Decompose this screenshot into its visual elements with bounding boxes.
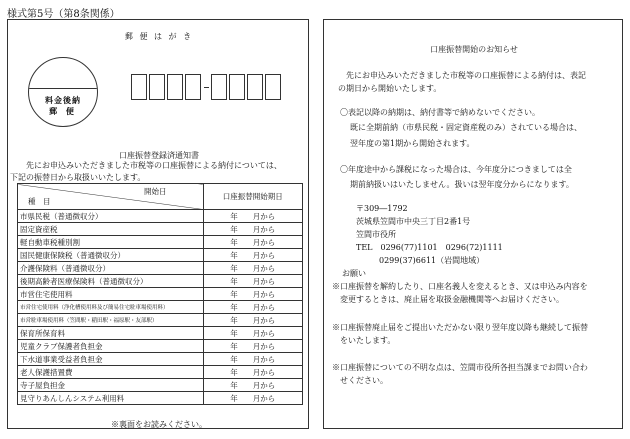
contact-phone: TEL 0296(77)1101 0296(72)1111 [356,243,503,252]
request-note: をいたします。 [340,336,396,345]
table-row [18,327,303,340]
tax-item-label: 市営住宅使用料（浄化槽使用料及び簡易住宅駐車場使用料） [18,301,204,314]
contact-office: 笠間市役所 [356,230,396,239]
postage-mark-divider [29,88,97,89]
tax-item-label: 市県民税（普通徴収分） [18,210,204,223]
start-date-cell: 年 月から [203,353,302,366]
tax-item-label: 下水道事業受益者負担金 [18,353,204,366]
request-note: ※口座振替を解約したり、口座名義人を変えるとき、又は申込み内容を [332,282,588,291]
start-date-cell: 年 月から [203,392,302,405]
tax-item-label: 後期高齢者医療保険料（普通徴収分） [18,275,204,288]
contact-zip: 〒309―1792 [356,204,408,213]
start-date-cell: 年 月から [203,327,302,340]
table-footnote: ※裏面をお読みください。 [111,420,207,429]
notice-heading: 口座振替開始のお知らせ [430,45,518,54]
postage-mark-subtext: 郵 便 [49,106,77,116]
notice-item: 〇年度途中から課税になった場合は、今年度分につきましては全 [340,165,572,174]
notice-body: 先にお申込みいただきました市税等の口座振替による納付については、 [26,161,282,170]
table-row [18,249,303,262]
start-date-cell: 年 月から [203,288,302,301]
table-row [18,288,303,301]
postal-code-box [211,74,227,100]
notice-item: 〇表記以降の納期は、納付書等で納めないでください。 [340,108,540,117]
tax-item-label: 見守りあんしんシステム利用料 [18,392,204,405]
start-date-cell: 年 月から [203,262,302,275]
postal-code-box [149,74,165,100]
request-note: ※口座振替廃止届をご提出いただかない限り翌年度以降も継続して振替 [332,323,588,332]
table-row [18,392,303,405]
form-title: 様式第5号（第8条関係） [7,9,120,20]
notice-body: 下記の振替日から取扱いいたします。 [10,173,146,182]
tax-item-label: 市営住宅使用料 [18,288,204,301]
notice-item: 期前納扱いはいたしません。扱いは翌年度分からになります。 [350,180,574,189]
payment-schedule-table [17,183,303,405]
header-start-date: 開始日 [144,187,167,196]
tax-item-label: 国民健康保険税（普通徴収分） [18,249,204,262]
table-row [18,379,303,392]
start-date-cell: 年 月から [203,314,302,327]
table-row [18,275,303,288]
notice-title: 口座振替登録済通知書 [119,151,199,160]
tax-item-label: 介護保険料（普通徴収分） [18,262,204,275]
intro-text: 先にお申込みいただきました市税等の口座振替による納付は、表記 [346,71,586,80]
table-row [18,210,303,223]
tax-item-label: 児童クラブ保護者負担金 [18,340,204,353]
request-note: 変更するときは、廃止届を取扱金融機関等へお届けください。 [340,295,564,304]
contact-phone: 0299(37)6611（岩間地域） [379,256,485,265]
start-date-cell: 年 月から [203,275,302,288]
intro-text: の期日から開始いたします。 [338,84,442,93]
tax-item-label: 老人保護措置費 [18,366,204,379]
notice-item: 翌年度の第1期から開始されます。 [350,139,475,148]
start-date-cell: 年 月から [203,301,302,314]
start-date-cell: 年 月から [203,223,302,236]
postal-code-dash [204,87,209,88]
start-date-cell: 年 月から [203,249,302,262]
postcard-label: 郵 便 は が き [124,32,194,41]
postage-paid-mark [28,57,98,127]
start-date-cell: 年 月から [203,236,302,249]
table-header-row [18,184,303,210]
table-row [18,262,303,275]
table-row [18,236,303,249]
notice-panel [323,19,623,429]
start-date-cell: 年 月から [203,340,302,353]
request-heading: お願い [342,269,366,278]
table-row [18,353,303,366]
postal-code-box [185,74,201,100]
postcard-panel [7,19,309,429]
contact-address: 茨城県笠間市中央三丁目2番1号 [356,217,471,226]
header-start-period: 口座振替開始期日 [203,184,302,210]
table-row [18,223,303,236]
request-note: せください。 [340,376,388,385]
postal-code-box [265,74,281,100]
tax-item-label: 軽自動車税種別割 [18,236,204,249]
tax-item-label: 固定資産税 [18,223,204,236]
request-note: ※口座振替についての不明な点は、笠間市役所各担当課までお問い合わ [332,363,588,372]
tax-item-label: 市営駐車場使用料（笠間駅・稲田駅・福原駅・友部駅） [18,314,204,327]
tax-item-label: 保育所保育料 [18,327,204,340]
postal-code-box [167,74,183,100]
postal-code-box [229,74,245,100]
postal-code-box [247,74,263,100]
table-header-diagonal [18,184,204,210]
notice-item: 既に全期前納（市県民税・固定資産税のみ）されている場合は、 [350,123,582,132]
postage-mark-text: 料金後納 [45,95,81,105]
table-row [18,301,303,314]
table-row [18,366,303,379]
table-row [18,340,303,353]
start-date-cell: 年 月から [203,379,302,392]
tax-item-label: 寺子屋負担金 [18,379,204,392]
postal-code-box [131,74,147,100]
header-item-type: 種 目 [28,197,51,206]
table-row [18,314,303,327]
start-date-cell: 年 月から [203,366,302,379]
start-date-cell: 年 月から [203,210,302,223]
